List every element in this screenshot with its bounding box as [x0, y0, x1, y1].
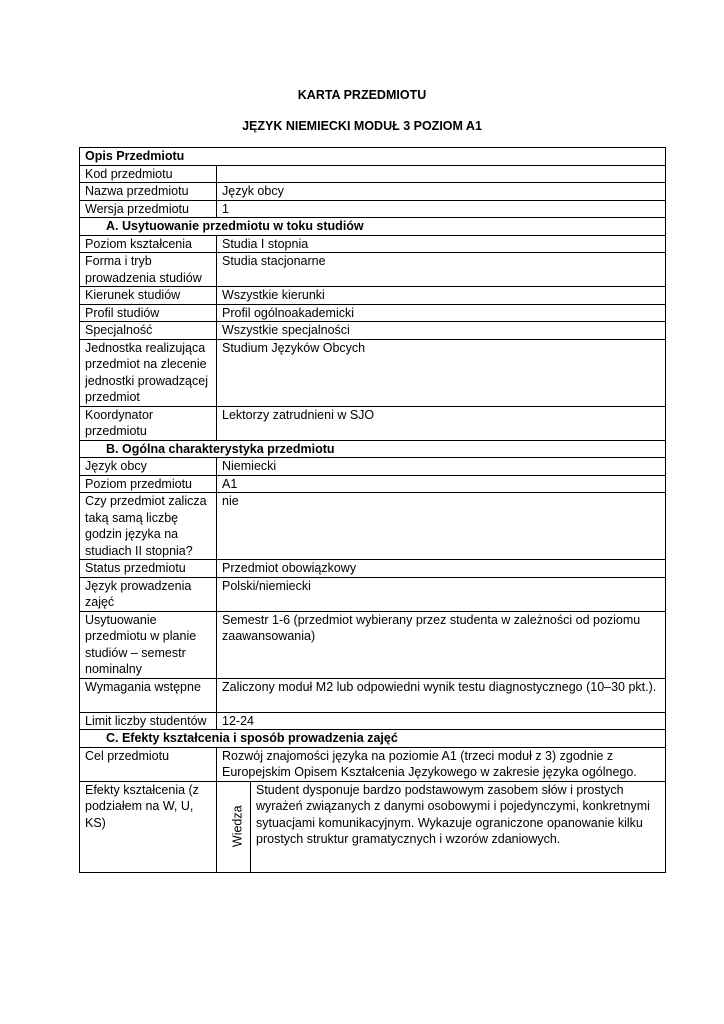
row-label-jednostka: Jednostka realizująca przedmiot na zlecenie jednostki prowadzącej przedmiot	[80, 339, 217, 406]
row-value-jednostka: Studium Języków Obcych	[217, 339, 666, 406]
table-row	[80, 781, 666, 872]
row-label-cel: Cel przedmiotu	[80, 747, 217, 781]
row-value-wersja: 1	[217, 200, 666, 218]
row-value-jezyk-obcy: Niemiecki	[217, 458, 666, 476]
table-row	[80, 322, 666, 340]
table-row	[80, 235, 666, 253]
row-value-usytuowanie: Semestr 1-6 (przedmiot wybierany przez studenta w zależności od poziomu zaawansowania)	[217, 611, 666, 678]
row-label-czy-zalicza: Czy przedmiot zalicza taką samą liczbę godzin języka na studiach II stopnia?	[80, 493, 217, 560]
row-label-efekty: Efekty kształcenia (z podziałem na W, U, KS)	[80, 781, 217, 872]
row-label-wersja: Wersja przedmiotu	[80, 200, 217, 218]
table-row	[80, 165, 666, 183]
efekty-nested-cell	[217, 781, 666, 872]
table-row	[80, 611, 666, 678]
row-label-usytuowanie: Usytuowanie przedmiotu w planie studiów – semestr nominalny	[80, 611, 217, 678]
row-label-poziom-ksztalcenia: Poziom kształcenia	[80, 235, 217, 253]
table-row	[80, 560, 666, 578]
row-label-status: Status przedmiotu	[80, 560, 217, 578]
efekty-category-label: Wiedza	[230, 805, 245, 848]
table-row	[80, 253, 666, 287]
row-label-kierunek: Kierunek studiów	[80, 287, 217, 305]
row-value-status: Przedmiot obowiązkowy	[217, 560, 666, 578]
row-value-wymagania: Zaliczony moduł M2 lub odpowiedni wynik testu diagnostycznego (10–30 pkt.).	[217, 678, 666, 712]
row-value-poziom-ksztalcenia: Studia I stopnia	[217, 235, 666, 253]
row-label-nazwa: Nazwa przedmiotu	[80, 183, 217, 201]
table-row	[80, 287, 666, 305]
row-value-czy-zalicza: nie	[217, 493, 666, 560]
section-c-row	[80, 730, 666, 748]
section-b-row	[80, 440, 666, 458]
row-label-wymagania: Wymagania wstępne	[80, 678, 217, 712]
row-value-koordynator: Lektorzy zatrudnieni w SJO	[217, 406, 666, 440]
row-value-efekty: Student dysponuje bardzo podstawowym zasobem słów i prostych wyrażeń związanych z danymi osobowymi i pojedynczymi, konkretnymi sytuacjami komunikacyjnym. Wykazuje ograniczone opanowanie kilku prostych struktur gramatycznych i wzorów zdaniowych.	[256, 782, 650, 846]
row-value-specjalnosc: Wszystkie specjalności	[217, 322, 666, 340]
row-label-jezyk-prowadzenia: Język prowadzenia zajęć	[80, 577, 217, 611]
row-label-kod: Kod przedmiotu	[80, 165, 217, 183]
row-label-profil: Profil studiów	[80, 304, 217, 322]
row-value-nazwa: Język obcy	[217, 183, 666, 201]
row-value-cel: Rozwój znajomości języka na poziomie A1 (trzeci moduł z 3) zgodnie z Europejskim Opisem Kształcenia Językowego w zakresie języka ogólnego.	[217, 747, 666, 781]
row-value-kierunek: Wszystkie kierunki	[217, 287, 666, 305]
section-a-heading: A. Usytuowanie przedmiotu w toku studiów	[80, 218, 666, 236]
table-row	[80, 304, 666, 322]
row-label-forma: Forma i tryb prowadzenia studiów	[80, 253, 217, 287]
row-value-poziom-przedmiotu: A1	[217, 475, 666, 493]
section-b-heading: B. Ogólna charakterystyka przedmiotu	[80, 440, 666, 458]
document-title: KARTA PRZEDMIOTU	[297, 88, 427, 102]
table-row	[80, 747, 666, 781]
table-row	[80, 577, 666, 611]
opis-heading: Opis Przedmiotu	[80, 148, 666, 166]
table-row	[80, 406, 666, 440]
course-card-table	[79, 147, 666, 873]
section-c-heading: C. Efekty kształcenia i sposób prowadzenia zajęć	[80, 730, 666, 748]
row-label-specjalnosc: Specjalność	[80, 322, 217, 340]
table-row	[80, 183, 666, 201]
table-row	[80, 339, 666, 406]
row-label-limit: Limit liczby studentów	[80, 712, 217, 730]
table-row	[80, 475, 666, 493]
course-subtitle: JĘZYK NIEMIECKI MODUŁ 3 POZIOM A1	[242, 119, 482, 133]
row-label-jezyk-obcy: Język obcy	[80, 458, 217, 476]
opis-heading-row	[80, 148, 666, 166]
row-value-limit: 12-24	[217, 712, 666, 730]
row-value-kod	[217, 165, 666, 183]
table-row	[80, 493, 666, 560]
efekty-inner-table	[217, 782, 665, 872]
row-value-jezyk-prowadzenia: Polski/niemiecki	[217, 577, 666, 611]
section-a-row	[80, 218, 666, 236]
table-row	[80, 458, 666, 476]
row-value-profil: Profil ogólnoakademicki	[217, 304, 666, 322]
row-label-poziom-przedmiotu: Poziom przedmiotu	[80, 475, 217, 493]
efekty-category-cell	[217, 782, 251, 872]
table-row	[80, 678, 666, 712]
table-row	[80, 200, 666, 218]
table-row	[80, 712, 666, 730]
row-label-koordynator: Koordynator przedmiotu	[80, 406, 217, 440]
row-value-forma: Studia stacjonarne	[217, 253, 666, 287]
